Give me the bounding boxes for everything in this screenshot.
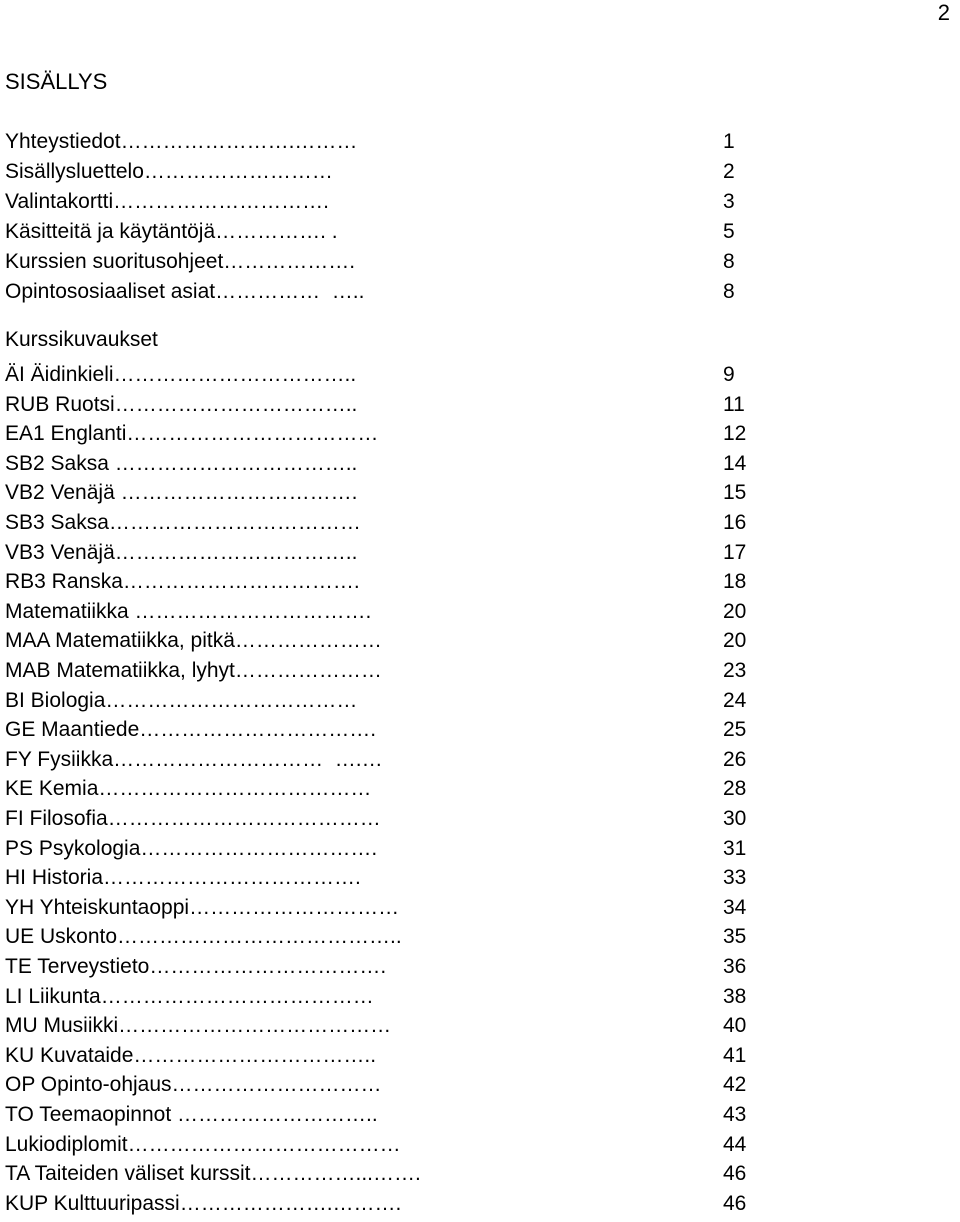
toc-entry-label: ÄI Äidinkieli…………………………….. [5,363,357,386]
toc-entry-label: Sisällysluettelo……………………… [5,160,333,183]
toc-entry [5,390,765,420]
toc-entry-label: MAB Matematiikka, lyhyt………………… [5,659,382,682]
toc-entry-page: 20 [723,599,747,623]
toc-entry-label: Kurssien suoritusohjeet………………. [5,250,356,273]
toc-entry [5,597,765,627]
toc-entry-page: 2 [723,160,735,183]
toc-entry-page: 11 [723,392,745,416]
toc-entry-label: BI Biologia……………………………… [5,688,358,712]
toc-entry [5,187,765,217]
toc-entry [5,1130,765,1160]
toc-entry-page: 43 [723,1103,747,1126]
toc-entry-page: 17 [723,540,747,564]
toc-entry-label: SB3 Saksa……………………………… [5,511,361,534]
toc-entry [5,419,765,449]
toc-entry-page: 23 [723,659,747,682]
toc-entry [5,277,765,307]
toc-entry-page: 15 [723,481,747,505]
toc-entry-label: UE Uskonto………………………………….. [5,925,402,949]
toc-entry [5,157,765,187]
page-title: SISÄLLYS [5,69,108,94]
toc-entry-label: Valintakortti…………………………. [5,190,329,213]
toc-entry-page: 33 [723,866,747,890]
toc-entry-label: Käsitteitä ja käytäntöjä……………. . [5,220,338,243]
toc-entry [5,1100,765,1130]
toc-entry-label: MAA Matematiikka, pitkä………………… [5,629,382,653]
toc-entry-label: FI Filosofia………………………………… [5,807,381,830]
toc-entry-label: PS Psykologia……………………………. [5,836,378,860]
toc-entry-page: 3 [723,190,735,213]
toc-entry-page: 41 [723,1043,747,1067]
toc-entry [5,952,765,982]
toc-entry-label: Yhteystiedot…………………….……… [5,130,358,153]
toc-entry [5,745,765,775]
toc-entry-page: 26 [723,747,747,771]
toc-entry-page: 38 [723,984,747,1008]
toc-entry [5,922,765,952]
toc-entry-page: 46 [723,1191,747,1215]
toc-entry-label: FY Fysiikka………………………… ….… [5,747,383,771]
toc-entry-label: RUB Ruotsi…………………………….. [5,392,358,416]
toc-entry [5,127,765,157]
toc-entry-label: Lukiodiplomit………………………………… [5,1132,401,1156]
toc-entry-page: 16 [723,511,747,534]
toc-entry [5,656,765,686]
toc-entry [5,715,765,745]
toc-entry-label: EA1 Englanti……………………………… [5,422,379,446]
toc-entry-page: 42 [723,1073,747,1097]
toc-entry-label: KU Kuvataide…………………………….. [5,1043,377,1067]
toc-entry-page: 24 [723,688,747,712]
toc-entry [5,863,765,893]
toc-entry [5,982,765,1012]
section-heading-course-descriptions: Kurssikuvaukset [5,328,158,351]
toc-entry [5,1159,765,1189]
toc-entry-page: 34 [723,895,747,919]
toc-entry-page: 35 [723,925,747,949]
toc-entry-page: 12 [723,422,747,446]
toc-entry-label: TE Terveystieto……………………………. [5,955,387,978]
toc-entry [5,774,765,804]
toc-entry-page: 8 [723,280,735,303]
toc-entry-label: MU Musiikki………………………………… [5,1014,392,1038]
toc-entry-label: KE Kemia………………………………… [5,777,372,801]
toc-entry [5,508,765,538]
toc-entry [5,478,765,508]
toc-entry [5,360,765,390]
toc-entry [5,1189,765,1219]
toc-entry-label: HI Historia………………………………. [5,866,361,890]
toc-entry-label: TA Taiteiden väliset kurssit……………...……. [5,1162,421,1186]
toc-entry-page: 5 [723,220,735,243]
toc-entry [5,247,765,277]
toc-entry-page: 44 [723,1132,747,1156]
toc-entry-label: YH Yhteiskuntaoppi………………………… [5,895,400,919]
toc-entry-label: SB2 Saksa …………………………….. [5,451,364,475]
toc-entry-label: Opintososiaaliset asiat…………… ….. [5,280,365,303]
toc-entry-label: TO Teemaopinnot ……………………….. [5,1103,378,1126]
toc-entry-page: 14 [723,451,747,475]
toc-entry-page: 18 [723,570,747,594]
toc-entry [5,567,765,597]
toc-entry [5,1041,765,1071]
toc-entry-label: Matematiikka ……………………………. [5,599,372,623]
toc-entry-page: 40 [723,1014,747,1038]
toc-entry [5,217,765,247]
toc-entry-page: 28 [723,777,747,801]
toc-entry [5,804,765,834]
toc-entry-page: 9 [723,363,735,386]
toc-entry-label: GE Maantiede……………………………. [5,718,377,742]
page-number: 2 [937,0,950,25]
toc-entry-page: 25 [723,718,747,742]
toc-entry-page: 36 [723,955,747,978]
toc-entry [5,1070,765,1100]
toc-entry-label: VB3 Venäjä…………………………….. [5,540,358,564]
toc-entry-label: LI Liikunta………………………………… [5,984,374,1008]
toc-entry [5,626,765,656]
toc-entry [5,538,765,568]
toc-entry-label: OP Opinto-ohjaus………………………… [5,1073,382,1097]
toc-entry-page: 20 [723,629,747,653]
toc-entry-page: 31 [723,836,747,860]
toc-entry-label: RB3 Ranska……………………………. [5,570,360,594]
toc-entry-label: VB2 Venäjä ……………………………. [5,481,358,505]
toc-entry-label: KUP Kulttuuripassi………………….………. [5,1191,402,1215]
toc-entry [5,686,765,716]
toc-entry-page: 8 [723,250,735,273]
toc-entry-page: 46 [723,1162,747,1186]
toc-entry [5,893,765,923]
toc-entry-page: 30 [723,807,747,830]
toc-entry-page: 1 [723,130,735,153]
toc-entry [5,834,765,864]
toc-entry [5,1011,765,1041]
toc-entry [5,449,765,479]
